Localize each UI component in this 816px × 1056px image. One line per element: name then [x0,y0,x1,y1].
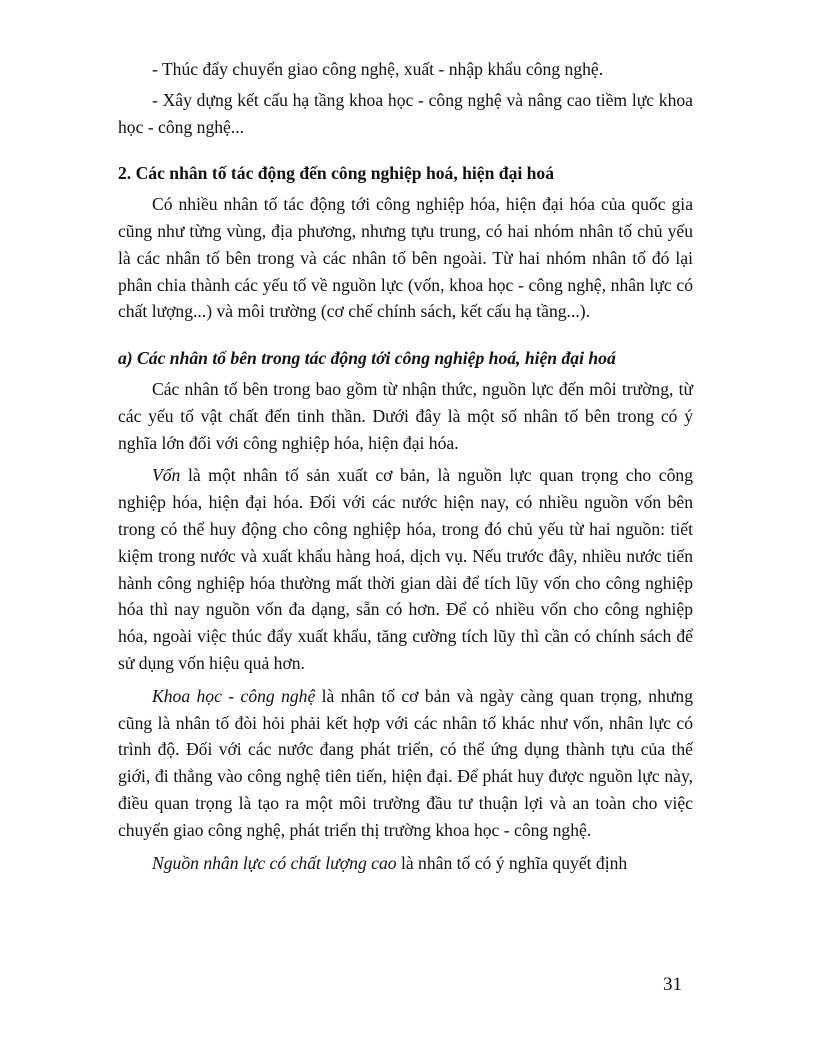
subsection-intro-paragraph: Các nhân tố bên trong bao gồm từ nhận thức, nguồn lực đến môi trường, từ các yếu tố vật chất đến tinh thần. Dưới đây là một số nhân tố bên trong có ý nghĩa lớn đối với công nghiệp hóa, hiện đại hóa. [118,378,693,453]
bullet-item: - Xây dựng kết cấu hạ tầng khoa học - công nghệ và nâng cao tiềm lực khoa học - công nghệ... [118,89,693,137]
term-human-resources: Nguồn nhân lực có chất lượng cao [152,852,397,873]
subsection-heading: a) Các nhân tố bên trong tác động tới công nghiệp hoá, hiện đại hoá [118,348,616,369]
bullet-item: - Thúc đẩy chuyển giao công nghệ, xuất - nhập khẩu công nghệ. [152,59,604,79]
paragraph-text: là một nhân tố sản xuất cơ bản, là nguồn lực quan trọng cho công nghiệp hóa, hiện đại hóa. Đối với các nước hiện nay, có nhiều nguồn vốn bên trong có thể huy động cho công nghiệp hóa, trong đó chủ yếu từ hai nguồn: tiết kiệm trong nước và xuất khẩu hàng hoá, dịch vụ. Nếu trước đây, nhiều nước tiến hành công nghiệp hóa thường mất thời gian dài để tích lũy vốn cho công nghiệp hóa thì nay nguồn vốn đa dạng, sẵn có hơn. Để có nhiều vốn cho công nghiệp hóa, ngoài việc thúc đẩy xuất khẩu, tăng cường tích lũy thì cần có chính sách để sử dụng vốn hiệu quả hơn. [118,465,693,673]
paragraph-science-technology [118,683,693,844]
page-body [118,56,693,876]
paragraph-human-resources [118,850,693,877]
page-number: 31 [663,974,682,995]
section-intro-paragraph: Có nhiều nhân tố tác động tới công nghiệp hóa, hiện đại hóa của quốc gia cũng như từng vùng, địa phương, nhưng tựu trung, có hai nhóm nhân tố chủ yếu là các nhân tố bên trong và các nhân tố bên ngoài. Từ hai nhóm nhân tố đó lại phân chia thành các yếu tố về nguồn lực (vốn, khoa học - công nghệ, nhân lực có chất lượng...) và môi trường (cơ chế chính sách, kết cấu hạ tầng...). [118,194,693,322]
paragraph-capital [118,462,693,676]
paragraph-text: là nhân tố cơ bản và ngày càng quan trọng, nhưng cũng là nhân tố đòi hỏi phải kết hợp với các nhân tố khác như vốn, nhân lực có trình độ. Đối với các nước đang phát triển, có thể ứng dụng thành tựu của thế giới, đi thẳng vào công nghệ tiên tiến, hiện đại. Để phát huy được nguồn lực này, điều quan trọng là tạo ra một môi trường đầu tư thuận lợi và an toàn cho việc chuyển giao công nghệ, phát triển thị trường khoa học - công nghệ. [118,685,693,840]
term-capital: Vốn [152,465,181,486]
term-science-technology: Khoa học - công nghệ [152,685,316,706]
section-heading: 2. Các nhân tố tác động đến công nghiệp hoá, hiện đại hoá [118,163,555,184]
paragraph-text: là nhân tố có ý nghĩa quyết định [396,852,628,873]
